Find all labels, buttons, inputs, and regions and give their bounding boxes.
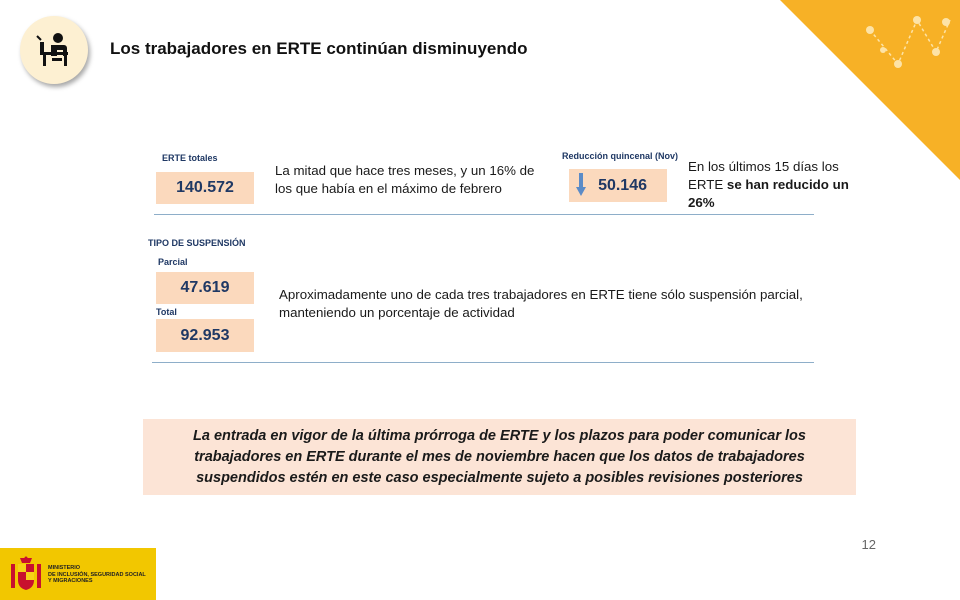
tipo-suspension-description: Aproximadamente uno de cada tres trabajadores en ERTE tiene sólo suspensión parcial, manteniendo un porcentaje de actividad <box>279 287 803 320</box>
erte-totales-value: 140.572 <box>156 172 254 204</box>
ministry-name <box>48 565 153 585</box>
page-title: Los trabajadores en ERTE continúan disminuyendo <box>110 39 528 58</box>
notice-text: La entrada en vigor de la última prórroga de ERTE y los plazos para poder comunicar los trabajadores en ERTE durante el mes de noviembre hacen que los datos de trabajadores suspendidos estén en este caso especialmente sujeto a posibles revisiones posteriores <box>193 427 806 486</box>
ministry-line-1: MINISTERIO <box>48 565 81 571</box>
total-value: 92.953 <box>156 319 254 352</box>
reduccion-description-normal: En los últimos 15 días los ERTE <box>688 159 839 192</box>
tipo-suspension-label: TIPO DE SUSPENSIÓN <box>148 238 246 248</box>
erte-totales-description: La mitad que hace tres meses, y un 16% de los que había en el máximo de febrero <box>275 163 535 196</box>
ministry-line-2: DE INCLUSIÓN, SEGURIDAD SOCIAL <box>48 571 146 578</box>
parcial-label: Parcial <box>158 257 188 267</box>
erte-totales-label: ERTE totales <box>162 153 218 163</box>
reduccion-label: Reducción quincenal (Nov) <box>562 151 679 161</box>
reduccion-description-bold: se han reducido un 26% <box>688 177 849 210</box>
network-decoration-icon <box>780 0 960 180</box>
divider <box>154 214 814 215</box>
reduccion-box <box>569 169 667 202</box>
total-label: Total <box>156 307 177 317</box>
reduccion-description <box>688 158 858 212</box>
parcial-value: 47.619 <box>156 272 254 304</box>
worker-desk-icon <box>20 16 88 84</box>
divider <box>152 362 814 363</box>
notice-box <box>143 419 856 495</box>
ministry-line-3: Y MIGRACIONES <box>48 578 93 584</box>
page-number: 12 <box>861 537 876 552</box>
down-arrow-icon <box>576 173 586 197</box>
reduccion-value: 50.146 <box>598 176 647 194</box>
coat-of-arms-icon <box>8 556 44 594</box>
